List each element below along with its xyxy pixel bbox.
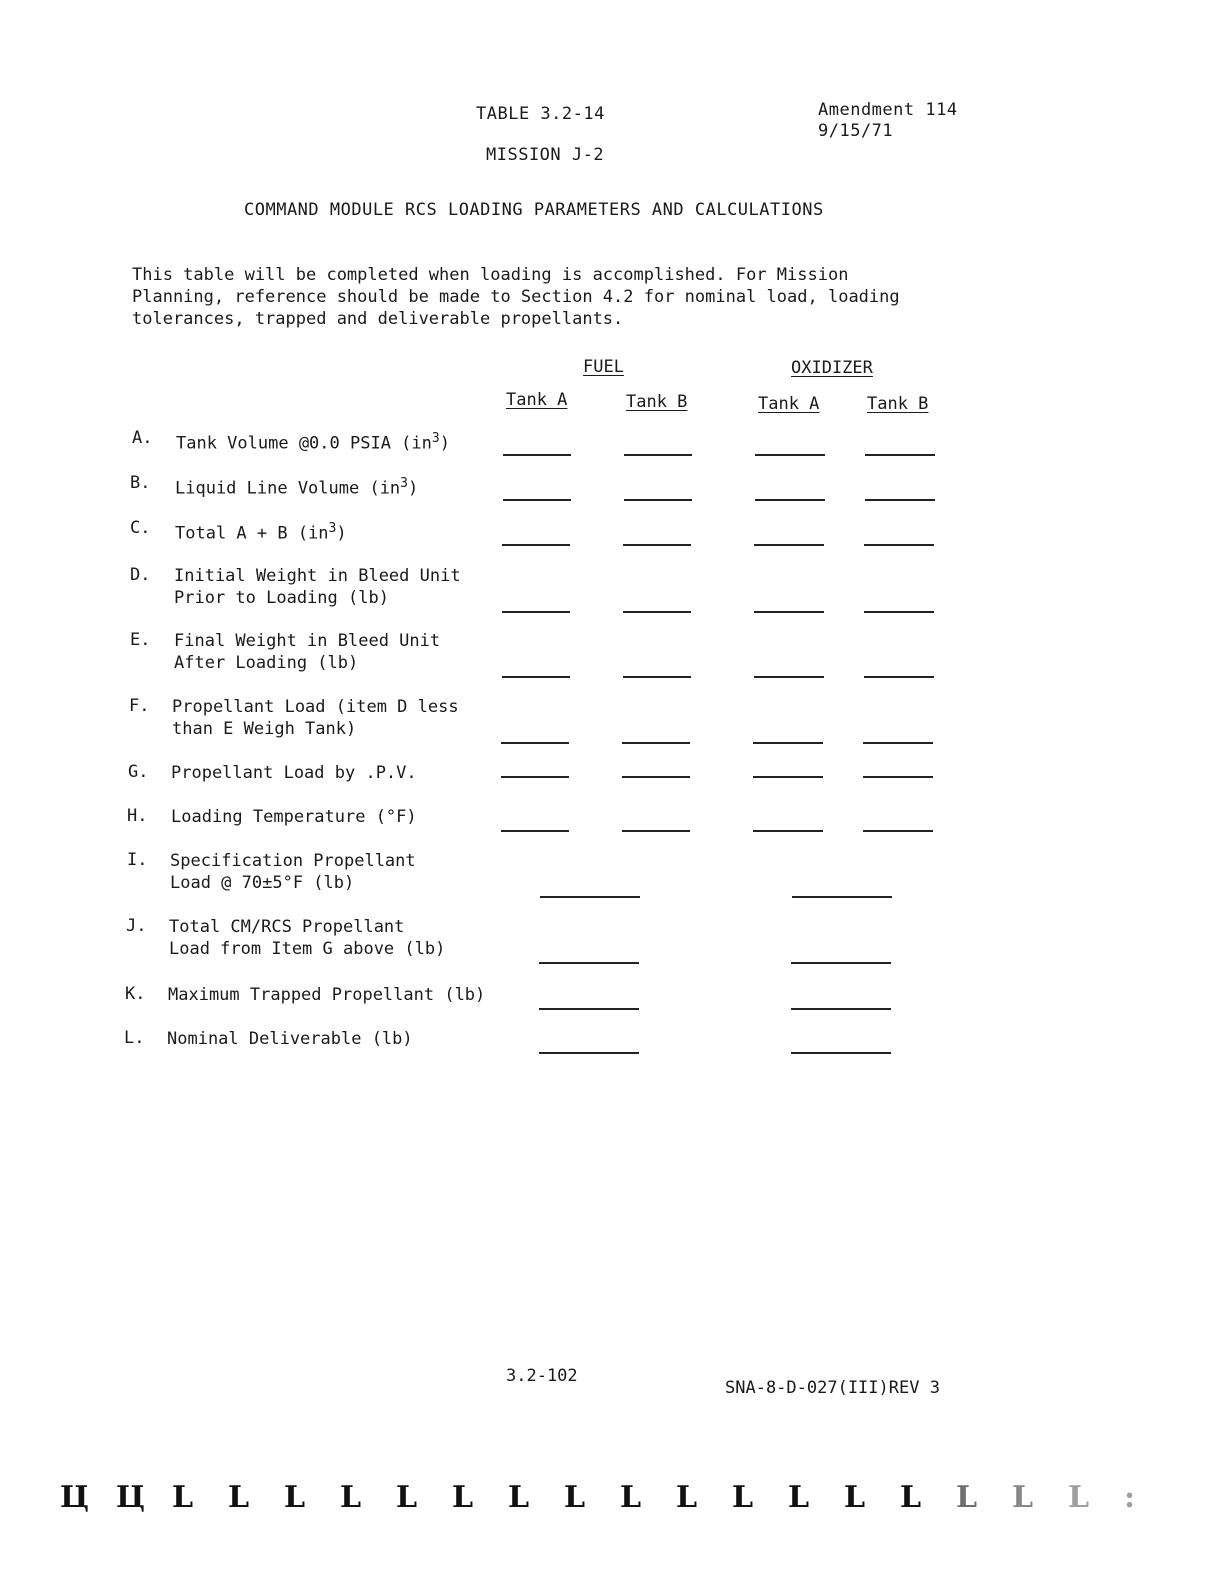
fuel-tank-b-blank[interactable] (623, 676, 691, 678)
oxidizer-tank-b-blank[interactable] (863, 776, 933, 778)
amendment-date: 9/15/71 (818, 121, 894, 141)
oxidizer-tank-a-blank[interactable] (753, 776, 823, 778)
fuel-tank-b-blank[interactable] (622, 742, 690, 744)
registration-mark: L (844, 1480, 866, 1515)
row-label-line2: than E Weigh Tank) (172, 719, 357, 739)
row-label (168, 984, 485, 1006)
fuel-tank-a-blank[interactable] (501, 776, 569, 778)
oxidizer-tank-b-blank[interactable] (863, 742, 933, 744)
row-label-line2: After Loading (lb) (174, 653, 359, 673)
row-label (171, 806, 417, 828)
registration-mark: L (620, 1480, 642, 1515)
row-letter: I. (127, 850, 148, 870)
fuel-tank-b-blank[interactable] (623, 544, 691, 546)
oxidizer-tank-b-blank[interactable] (864, 544, 934, 546)
fuel-tank-a-blank[interactable] (503, 499, 571, 501)
row-label-superscript: 3 (431, 431, 440, 446)
oxidizer-tank-b-header: Tank B (867, 394, 929, 414)
oxidizer-tank-a-blank[interactable] (754, 544, 824, 546)
fuel-tank-a-blank[interactable] (501, 742, 569, 744)
fuel-total-blank[interactable] (540, 896, 640, 898)
row-label (175, 518, 347, 545)
amendment-label: Amendment 114 (818, 100, 958, 120)
registration-mark: L (340, 1480, 362, 1515)
row-label (172, 696, 459, 740)
oxidizer-tank-b-blank[interactable] (863, 830, 933, 832)
intro-paragraph: This table will be completed when loading is accomplished. For Mission Planning, reference should be made to Section 4.2 for nominal load, loading tolerances, trapped and deliverable propellants. (132, 265, 900, 329)
registration-mark: : (1124, 1480, 1136, 1515)
oxidizer-tank-b-blank[interactable] (864, 676, 934, 678)
oxidizer-tank-a-blank[interactable] (754, 611, 824, 613)
row-label-line1: Loading Temperature (°F) (171, 807, 417, 827)
fuel-tank-b-blank[interactable] (624, 454, 692, 456)
registration-mark: L (284, 1480, 306, 1515)
fuel-total-blank[interactable] (539, 1052, 639, 1054)
fuel-column-header: FUEL (583, 357, 624, 377)
row-label-line1: Liquid Line Volume (in (175, 478, 401, 499)
oxidizer-total-blank[interactable] (792, 896, 892, 898)
fuel-tank-b-blank[interactable] (622, 776, 690, 778)
page-number: 3.2-102 (506, 1366, 578, 1386)
row-label-line1: Propellant Load (item D less (172, 697, 459, 717)
fuel-tank-a-blank[interactable] (501, 830, 569, 832)
table-title: COMMAND MODULE RCS LOADING PARAMETERS AND CALCULATIONS (244, 200, 824, 220)
row-letter: B. (130, 473, 151, 493)
row-label (170, 850, 416, 894)
fuel-tank-a-blank[interactable] (502, 544, 570, 546)
registration-mark: L (676, 1480, 698, 1515)
row-label (174, 630, 440, 674)
fuel-tank-a-blank[interactable] (502, 676, 570, 678)
registration-mark: L (228, 1480, 250, 1515)
row-label (167, 1028, 413, 1050)
fuel-tank-a-header: Tank A (506, 390, 568, 410)
registration-mark: L (956, 1480, 978, 1515)
row-letter: D. (130, 565, 151, 585)
row-letter: A. (132, 428, 153, 448)
registration-mark: L (1068, 1480, 1090, 1515)
row-letter: K. (125, 984, 146, 1004)
registration-mark: L (396, 1480, 418, 1515)
row-label-line2: Prior to Loading (lb) (174, 588, 389, 608)
registration-mark: L (732, 1480, 754, 1515)
row-label-suffix: ) (439, 433, 450, 454)
row-letter: J. (126, 916, 147, 936)
row-letter: F. (129, 696, 150, 716)
fuel-tank-b-blank[interactable] (623, 611, 691, 613)
fuel-total-blank[interactable] (539, 1008, 639, 1010)
row-label-line1: Total CM/RCS Propellant (169, 917, 405, 937)
registration-mark: L (1012, 1480, 1034, 1515)
row-label-line1: Nominal Deliverable (lb) (167, 1029, 413, 1049)
row-label (175, 473, 418, 500)
registration-mark: Ц (60, 1480, 89, 1515)
row-label-line1: Final Weight in Bleed Unit (174, 631, 441, 651)
table-number: TABLE 3.2-14 (476, 104, 605, 124)
row-letter: H. (127, 806, 148, 826)
row-label (174, 565, 461, 609)
registration-mark: L (564, 1480, 586, 1515)
scan-registration-marks (0, 1480, 1220, 1520)
registration-mark: L (172, 1480, 194, 1515)
oxidizer-column-header: OXIDIZER (791, 358, 873, 378)
oxidizer-tank-a-blank[interactable] (755, 454, 825, 456)
oxidizer-total-blank[interactable] (791, 1052, 891, 1054)
row-label-superscript: 3 (400, 476, 408, 491)
row-letter: G. (128, 762, 149, 782)
row-label-line1: Initial Weight in Bleed Unit (174, 566, 461, 586)
document-id: SNA-8-D-027(III)REV 3 (725, 1378, 940, 1398)
oxidizer-tank-a-blank[interactable] (753, 742, 823, 744)
row-label (169, 916, 445, 960)
oxidizer-tank-a-blank[interactable] (754, 676, 824, 678)
row-label (176, 428, 450, 455)
oxidizer-tank-a-blank[interactable] (753, 830, 823, 832)
row-letter: L. (124, 1028, 145, 1048)
row-label-line1: Tank Volume @0.0 PSIA (in (176, 433, 432, 454)
row-label-line1: Propellant Load by .P.V. (171, 763, 417, 783)
row-label-superscript: 3 (328, 521, 337, 536)
registration-mark: L (508, 1480, 530, 1515)
oxidizer-tank-b-blank[interactable] (865, 499, 935, 501)
fuel-total-blank[interactable] (539, 962, 639, 964)
oxidizer-total-blank[interactable] (791, 962, 891, 964)
mission-label: MISSION J-2 (486, 145, 605, 165)
registration-mark: L (900, 1480, 922, 1515)
oxidizer-tank-b-blank[interactable] (865, 454, 935, 456)
oxidizer-tank-b-blank[interactable] (864, 611, 934, 613)
row-label-line1: Maximum Trapped Propellant (lb) (168, 985, 486, 1005)
registration-mark: Ц (116, 1480, 145, 1515)
registration-mark: L (788, 1480, 810, 1515)
row-label-line1: Total A + B (in (175, 523, 329, 544)
fuel-tank-a-blank[interactable] (503, 454, 571, 456)
fuel-tank-b-blank[interactable] (622, 830, 690, 832)
oxidizer-total-blank[interactable] (791, 1008, 891, 1010)
row-letter: E. (130, 630, 151, 650)
oxidizer-tank-a-blank[interactable] (755, 499, 825, 501)
row-label-suffix: ) (408, 478, 419, 499)
row-label-line2: Load @ 70±5°F (lb) (170, 873, 355, 893)
row-letter: C. (130, 518, 151, 538)
registration-mark: L (452, 1480, 474, 1515)
fuel-tank-b-blank[interactable] (624, 499, 692, 501)
fuel-tank-b-header: Tank B (626, 392, 688, 412)
fuel-tank-a-blank[interactable] (502, 611, 570, 613)
row-label-line2: Load from Item G above (lb) (169, 939, 446, 959)
row-label (171, 762, 417, 784)
row-label-line1: Specification Propellant (170, 851, 416, 871)
row-label-suffix: ) (336, 523, 347, 544)
oxidizer-tank-a-header: Tank A (758, 394, 820, 414)
